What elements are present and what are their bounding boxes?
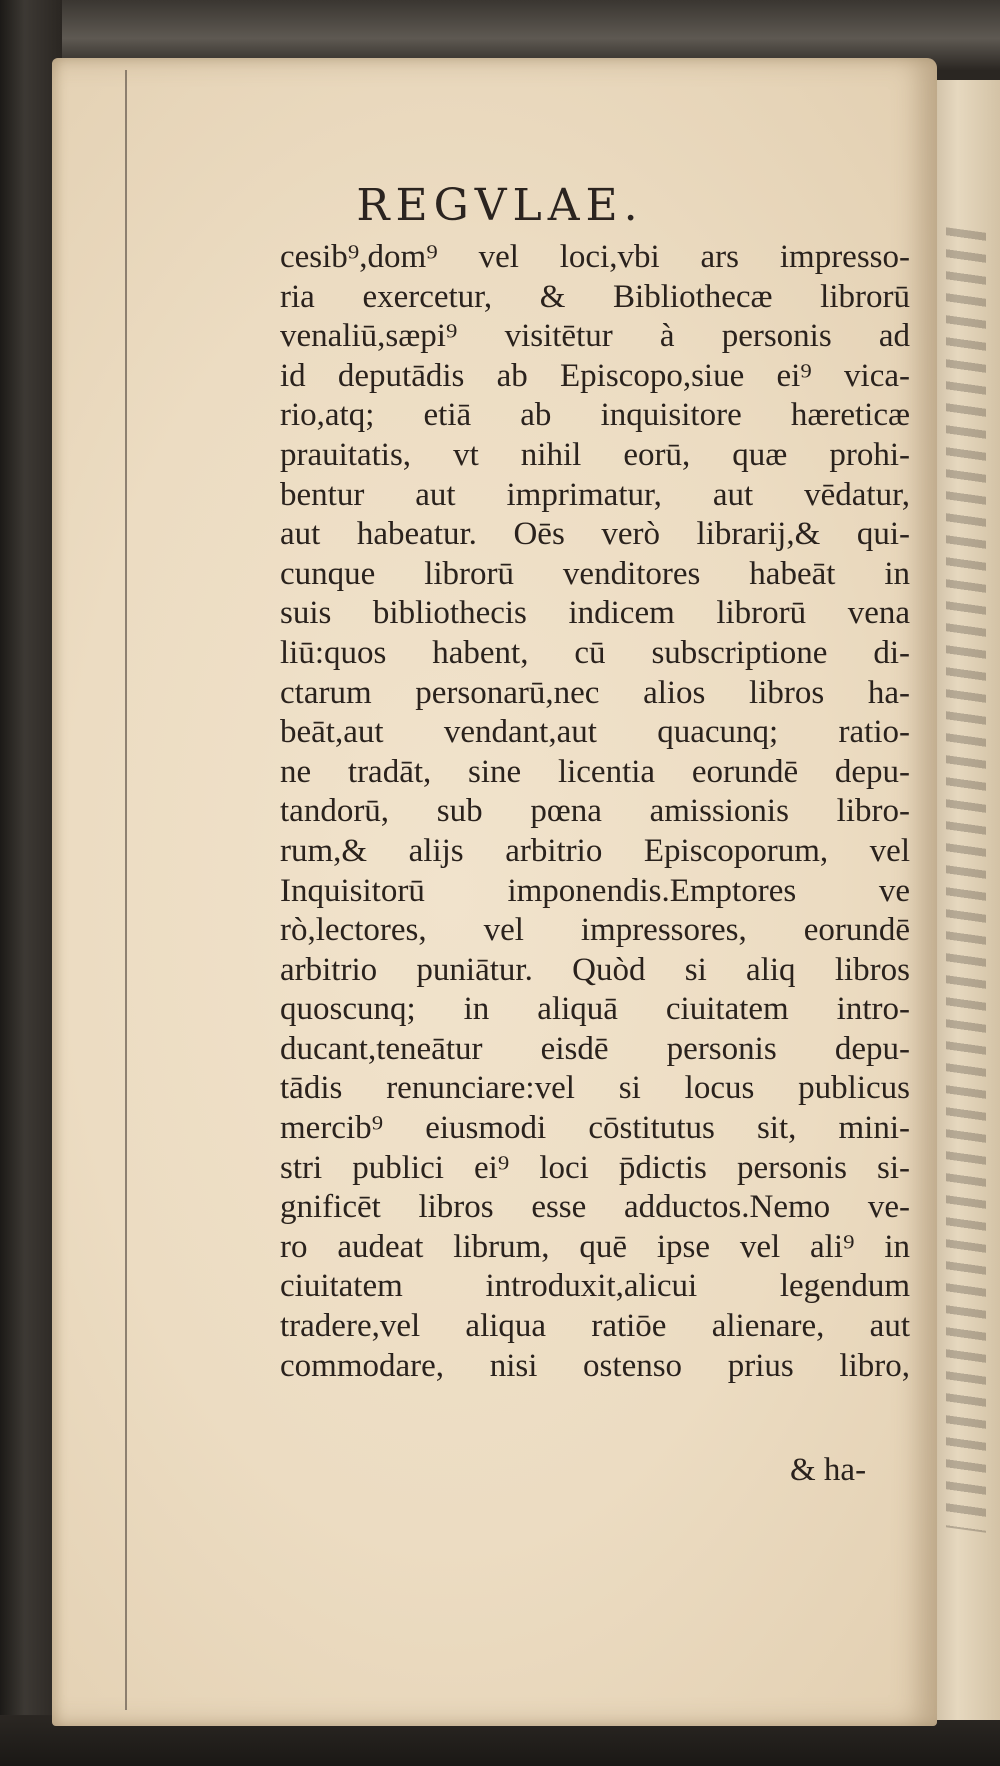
text-line: liū:quos habent, cū subscriptione di-: [280, 634, 910, 671]
running-head: REGVLAE.: [356, 180, 644, 231]
text-line: ro audeat librum, quē ipse vel ali⁹ in: [280, 1228, 910, 1265]
catchword: & ha-: [790, 1452, 867, 1488]
facing-page-text-shadow: [946, 227, 986, 1533]
text-line: ne tradāt, sine licentia eorundē depu-: [280, 753, 910, 790]
text-line: Inquisitorū imponendis.Emptores ve: [280, 872, 910, 909]
text-line: tradere,vel aliqua ratiōe alienare, aut: [280, 1308, 910, 1345]
text-line: quoscunq; in aliquā ciuitatem intro-: [280, 991, 910, 1028]
text-line: cunque librorū venditores habeāt in: [280, 555, 910, 592]
text-line: beāt,aut vendant,aut quacunq; ratio-: [280, 714, 910, 751]
text-line: tādis renunciare:vel si locus publicus: [280, 1070, 910, 1107]
text-line: rò,lectores, vel impressores, eorundē: [280, 912, 910, 949]
text-line: gnificēt libros esse adductos.Nemo ve-: [280, 1189, 910, 1226]
text-line: venaliū,sæpi⁹ visitētur à personis ad: [280, 318, 910, 355]
page-margin-rule: [125, 70, 127, 1710]
text-line: mercib⁹ eiusmodi cōstitutus sit, mini-: [280, 1110, 910, 1147]
text-line: arbitrio puniātur. Quòd si aliq libros: [280, 951, 910, 988]
text-line: ctarum personarū,nec alios libros ha-: [280, 674, 910, 711]
text-line: id deputādis ab Episcopo,siue ei⁹ vica-: [280, 357, 910, 394]
text-line: stri publici ei⁹ loci p̄dictis personis si-: [280, 1149, 910, 1186]
text-line: rum,& alijs arbitrio Episcoporum, vel: [280, 832, 910, 869]
text-line: tandorū, sub pœna amissionis libro-: [280, 793, 910, 830]
text-line: cesib⁹,dom⁹ vel loci,vbi ars impresso-: [280, 239, 910, 275]
text-line: ducant,teneātur eisdē personis depu-: [280, 1030, 910, 1067]
text-line: aut habeatur. Oēs verò librarij,& qui-: [280, 516, 910, 553]
text-line: commodare, nisi ostenso prius libro,: [280, 1347, 910, 1384]
text-line: rio,atq; etiā ab inquisitore hæreticæ: [280, 397, 910, 434]
body-text: [280, 238, 920, 1386]
text-line: ria exercetur, & Bibliothecæ librorū: [280, 278, 910, 315]
text-line: bentur aut imprimatur, aut vēdatur,: [280, 476, 910, 513]
text-line: prauitatis, vt nihil eorū, quæ prohi-: [280, 436, 910, 473]
text-line: suis bibliothecis indicem librorū vena: [280, 595, 910, 632]
text-line: ciuitatem introduxit,alicui legendum: [280, 1268, 910, 1305]
